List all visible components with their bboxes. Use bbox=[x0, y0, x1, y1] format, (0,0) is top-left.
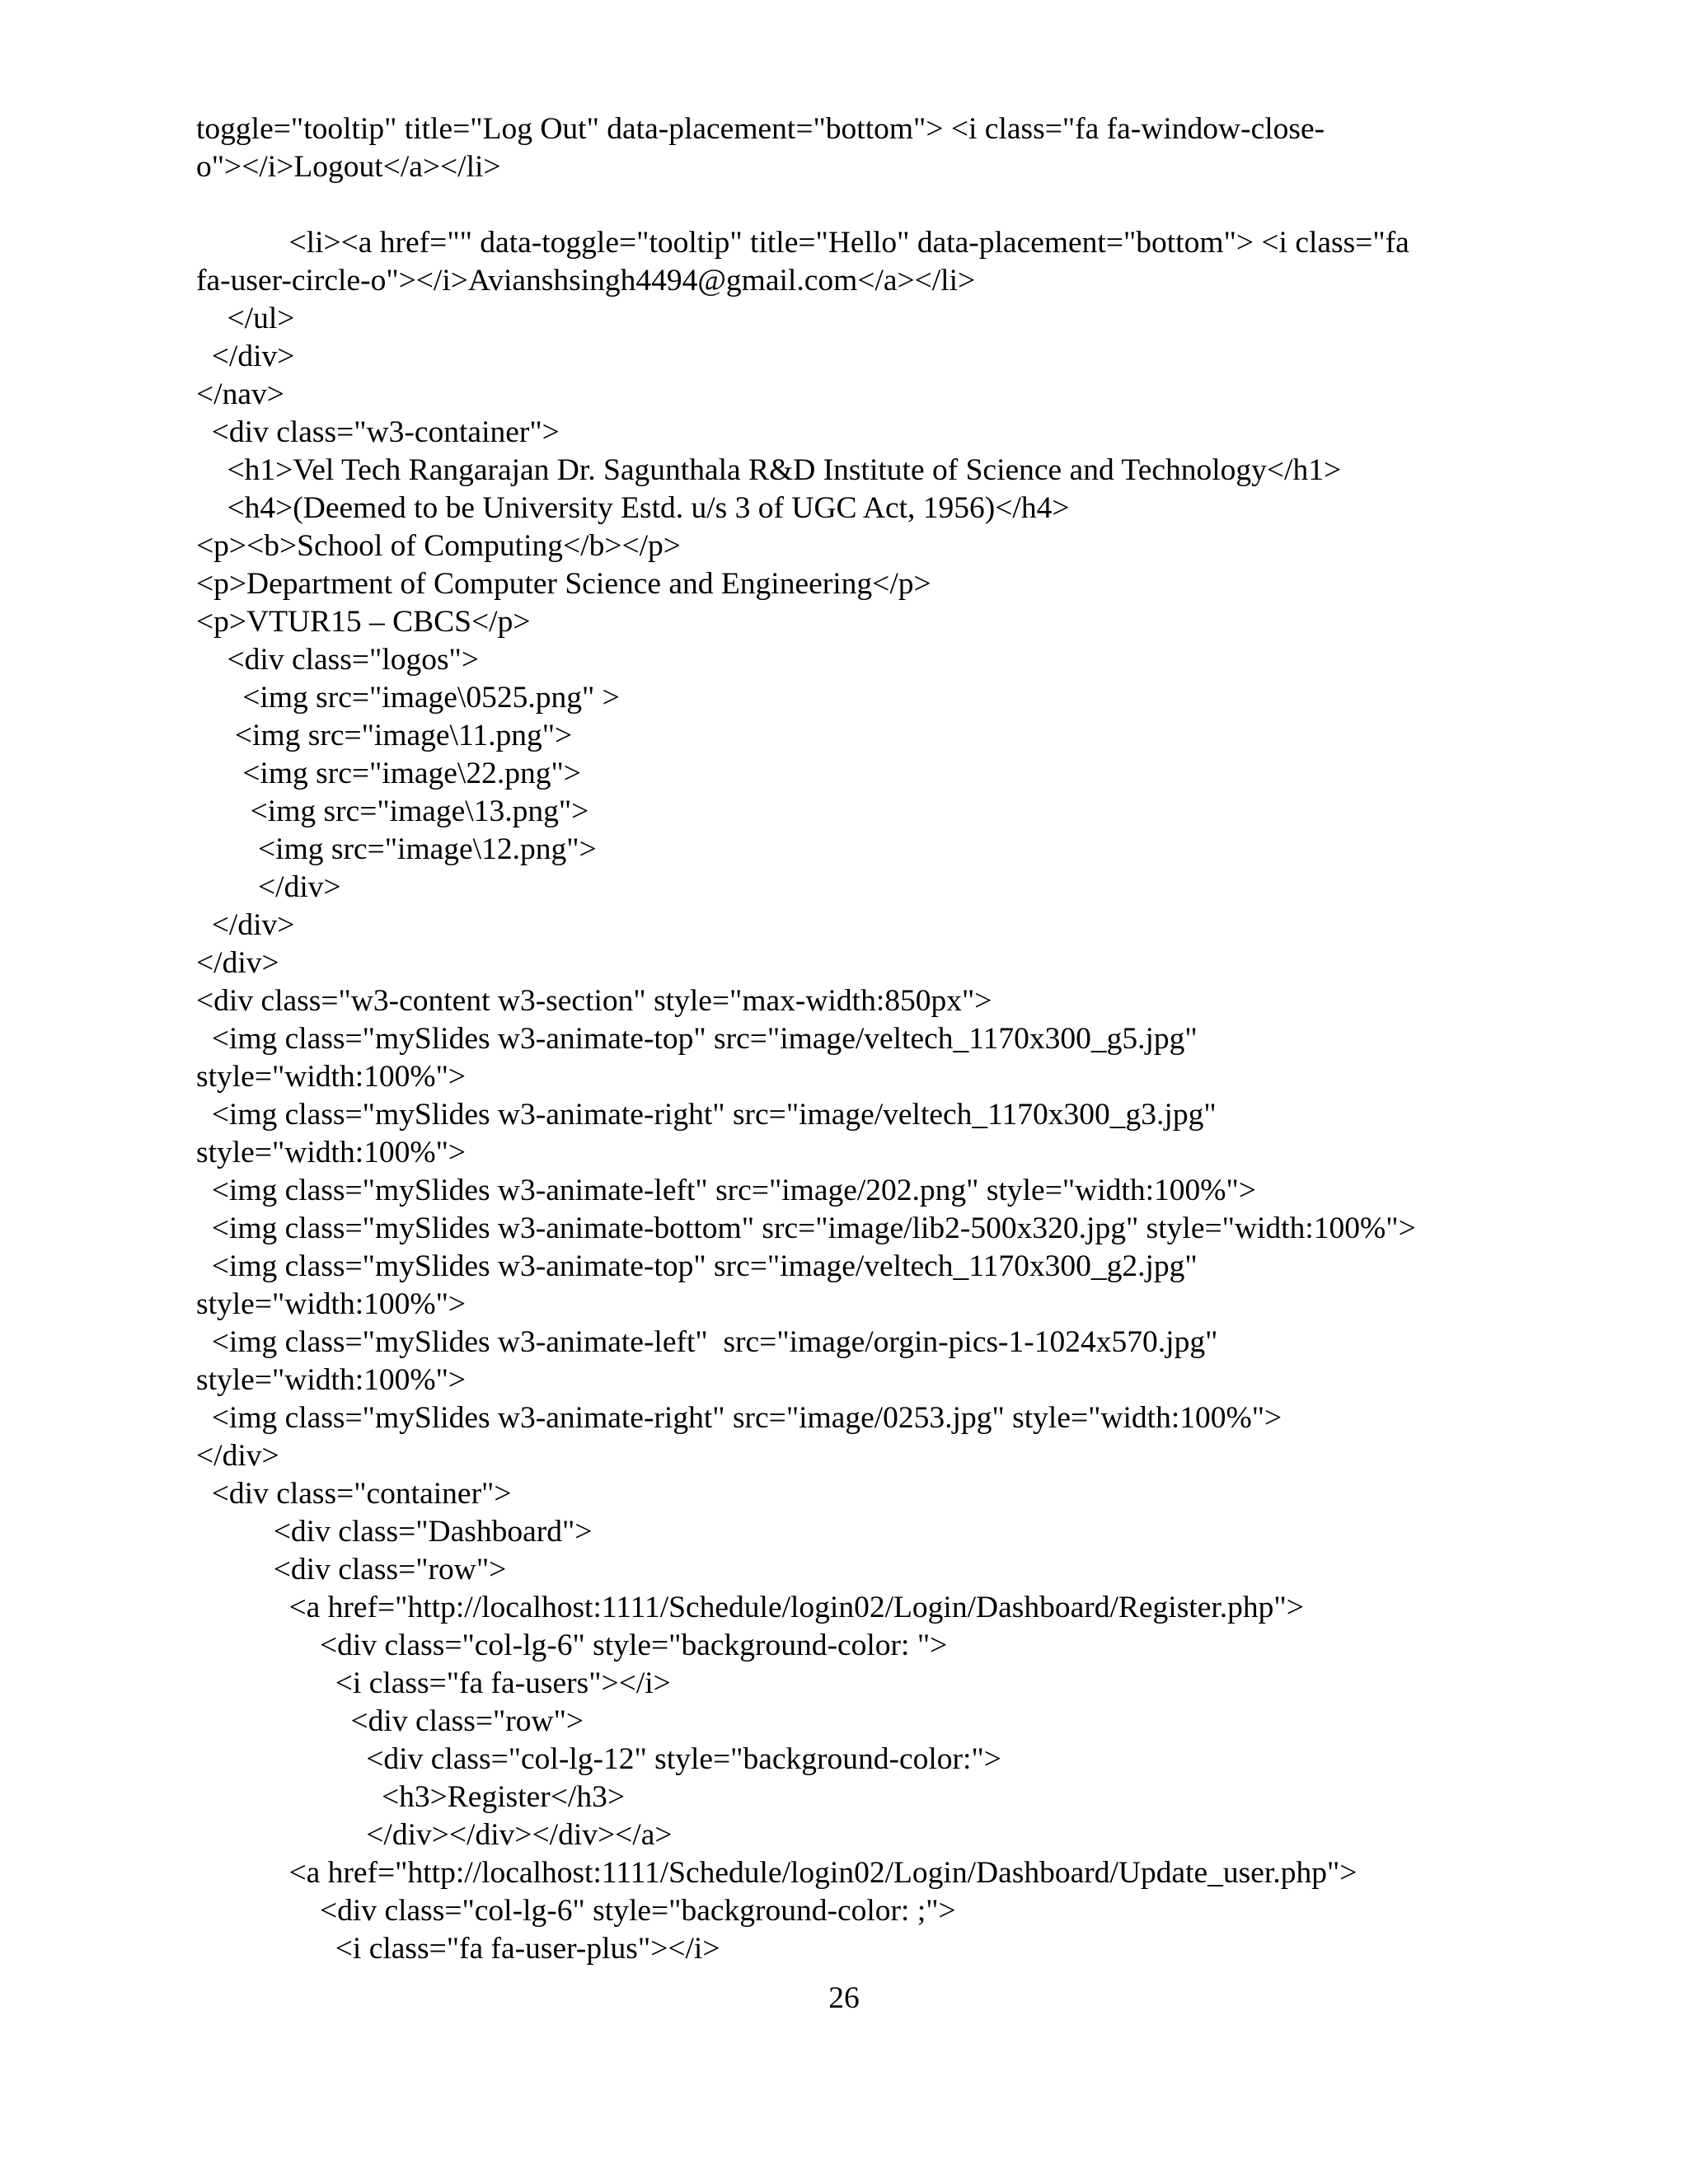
code-line: <div class="row"> bbox=[196, 1553, 507, 1586]
code-line: <i class="fa fa-users"></i> bbox=[196, 1666, 671, 1700]
code-line: <p>Department of Computer Science and Engineering</p> bbox=[196, 567, 931, 601]
code-line: <li><a href="" data-toggle="tooltip" title="Hello" data-placement="bottom"> <i class="fa bbox=[196, 226, 1409, 260]
code-line: <img class="mySlides w3-animate-bottom" src="image/lib2-500x320.jpg" style="width:100%"> bbox=[196, 1212, 1416, 1245]
code-line: <div class="col-lg-6" style="background-color: "> bbox=[196, 1629, 948, 1662]
code-line: <h1>Vel Tech Rangarajan Dr. Sagunthala R&D Institute of Science and Technology</h1> bbox=[196, 453, 1342, 487]
code-line: <div class="logos"> bbox=[196, 643, 480, 677]
code-line: <a href="http://localhost:1111/Schedule/login02/Login/Dashboard/Update_user.php"> bbox=[196, 1856, 1357, 1890]
code-line: </nav> bbox=[196, 377, 284, 411]
code-line: fa-user-circle-o"></i>Avianshsingh4494@gmail.com</a></li> bbox=[196, 264, 976, 298]
code-line: </div> bbox=[196, 946, 279, 980]
code-line: </div> bbox=[196, 340, 295, 373]
code-line: <img class="mySlides w3-animate-left" src="image/202.png" style="width:100%"> bbox=[196, 1174, 1256, 1207]
code-line: <img class="mySlides w3-animate-right" src="image/veltech_1170x300_g3.jpg" bbox=[196, 1098, 1217, 1132]
code-line: </div> bbox=[196, 908, 295, 942]
code-listing bbox=[196, 110, 1515, 1968]
code-line: <img class="mySlides w3-animate-top" src="image/veltech_1170x300_g5.jpg" bbox=[196, 1022, 1198, 1056]
code-line: <img src="image\12.png"> bbox=[196, 832, 597, 866]
code-line: </div> bbox=[196, 870, 341, 904]
code-line: style="width:100%"> bbox=[196, 1363, 467, 1397]
code-line bbox=[196, 186, 1515, 224]
code-line: <img class="mySlides w3-animate-top" src="image/veltech_1170x300_g2.jpg" bbox=[196, 1249, 1198, 1283]
code-line: <img src="image\11.png"> bbox=[196, 719, 573, 752]
page-number: 26 bbox=[828, 1981, 860, 2015]
code-line: <p><b>School of Computing</b></p> bbox=[196, 529, 681, 563]
code-line: <div class="Dashboard"> bbox=[196, 1515, 593, 1549]
code-line: <a href="http://localhost:1111/Schedule/login02/Login/Dashboard/Register.php"> bbox=[196, 1591, 1304, 1624]
code-line: <div class="row"> bbox=[196, 1704, 584, 1738]
code-line: style="width:100%"> bbox=[196, 1287, 467, 1321]
code-line: style="width:100%"> bbox=[196, 1136, 467, 1169]
code-line: <div class="container"> bbox=[196, 1477, 512, 1511]
code-line: <img class="mySlides w3-animate-right" src="image/0253.jpg" style="width:100%"> bbox=[196, 1401, 1282, 1435]
code-line: </ul> bbox=[196, 302, 295, 335]
code-line: <h3>Register</h3> bbox=[196, 1780, 625, 1814]
code-line: <div class="col-lg-6" style="background-color: ;"> bbox=[196, 1894, 956, 1928]
code-line: <h4>(Deemed to be University Estd. u/s 3 of UGC Act, 1956)</h4> bbox=[196, 491, 1070, 525]
code-line: toggle="tooltip" title="Log Out" data-placement="bottom"> <i class="fa fa-window-close- bbox=[196, 112, 1325, 146]
code-line: <i class="fa fa-user-plus"></i> bbox=[196, 1932, 720, 1966]
code-line: <p>VTUR15 – CBCS</p> bbox=[196, 605, 531, 639]
code-line: <img src="image\22.png"> bbox=[196, 757, 581, 790]
code-line: </div></div></div></a> bbox=[196, 1818, 673, 1852]
code-line: <img src="image\0525.png" > bbox=[196, 681, 620, 715]
code-line: <img src="image\13.png"> bbox=[196, 794, 589, 828]
code-line: <img class="mySlides w3-animate-left" src="image/orgin-pics-1-1024x570.jpg" bbox=[196, 1325, 1218, 1359]
code-line: style="width:100%"> bbox=[196, 1060, 467, 1094]
code-line: </div> bbox=[196, 1439, 279, 1473]
code-line: <div class="w3-content w3-section" style="max-width:850px"> bbox=[196, 984, 992, 1018]
code-line: <div class="w3-container"> bbox=[196, 415, 560, 449]
code-line: o"></i>Logout</a></li> bbox=[196, 150, 501, 184]
code-line: <div class="col-lg-12" style="background-color:"> bbox=[196, 1742, 1001, 1776]
